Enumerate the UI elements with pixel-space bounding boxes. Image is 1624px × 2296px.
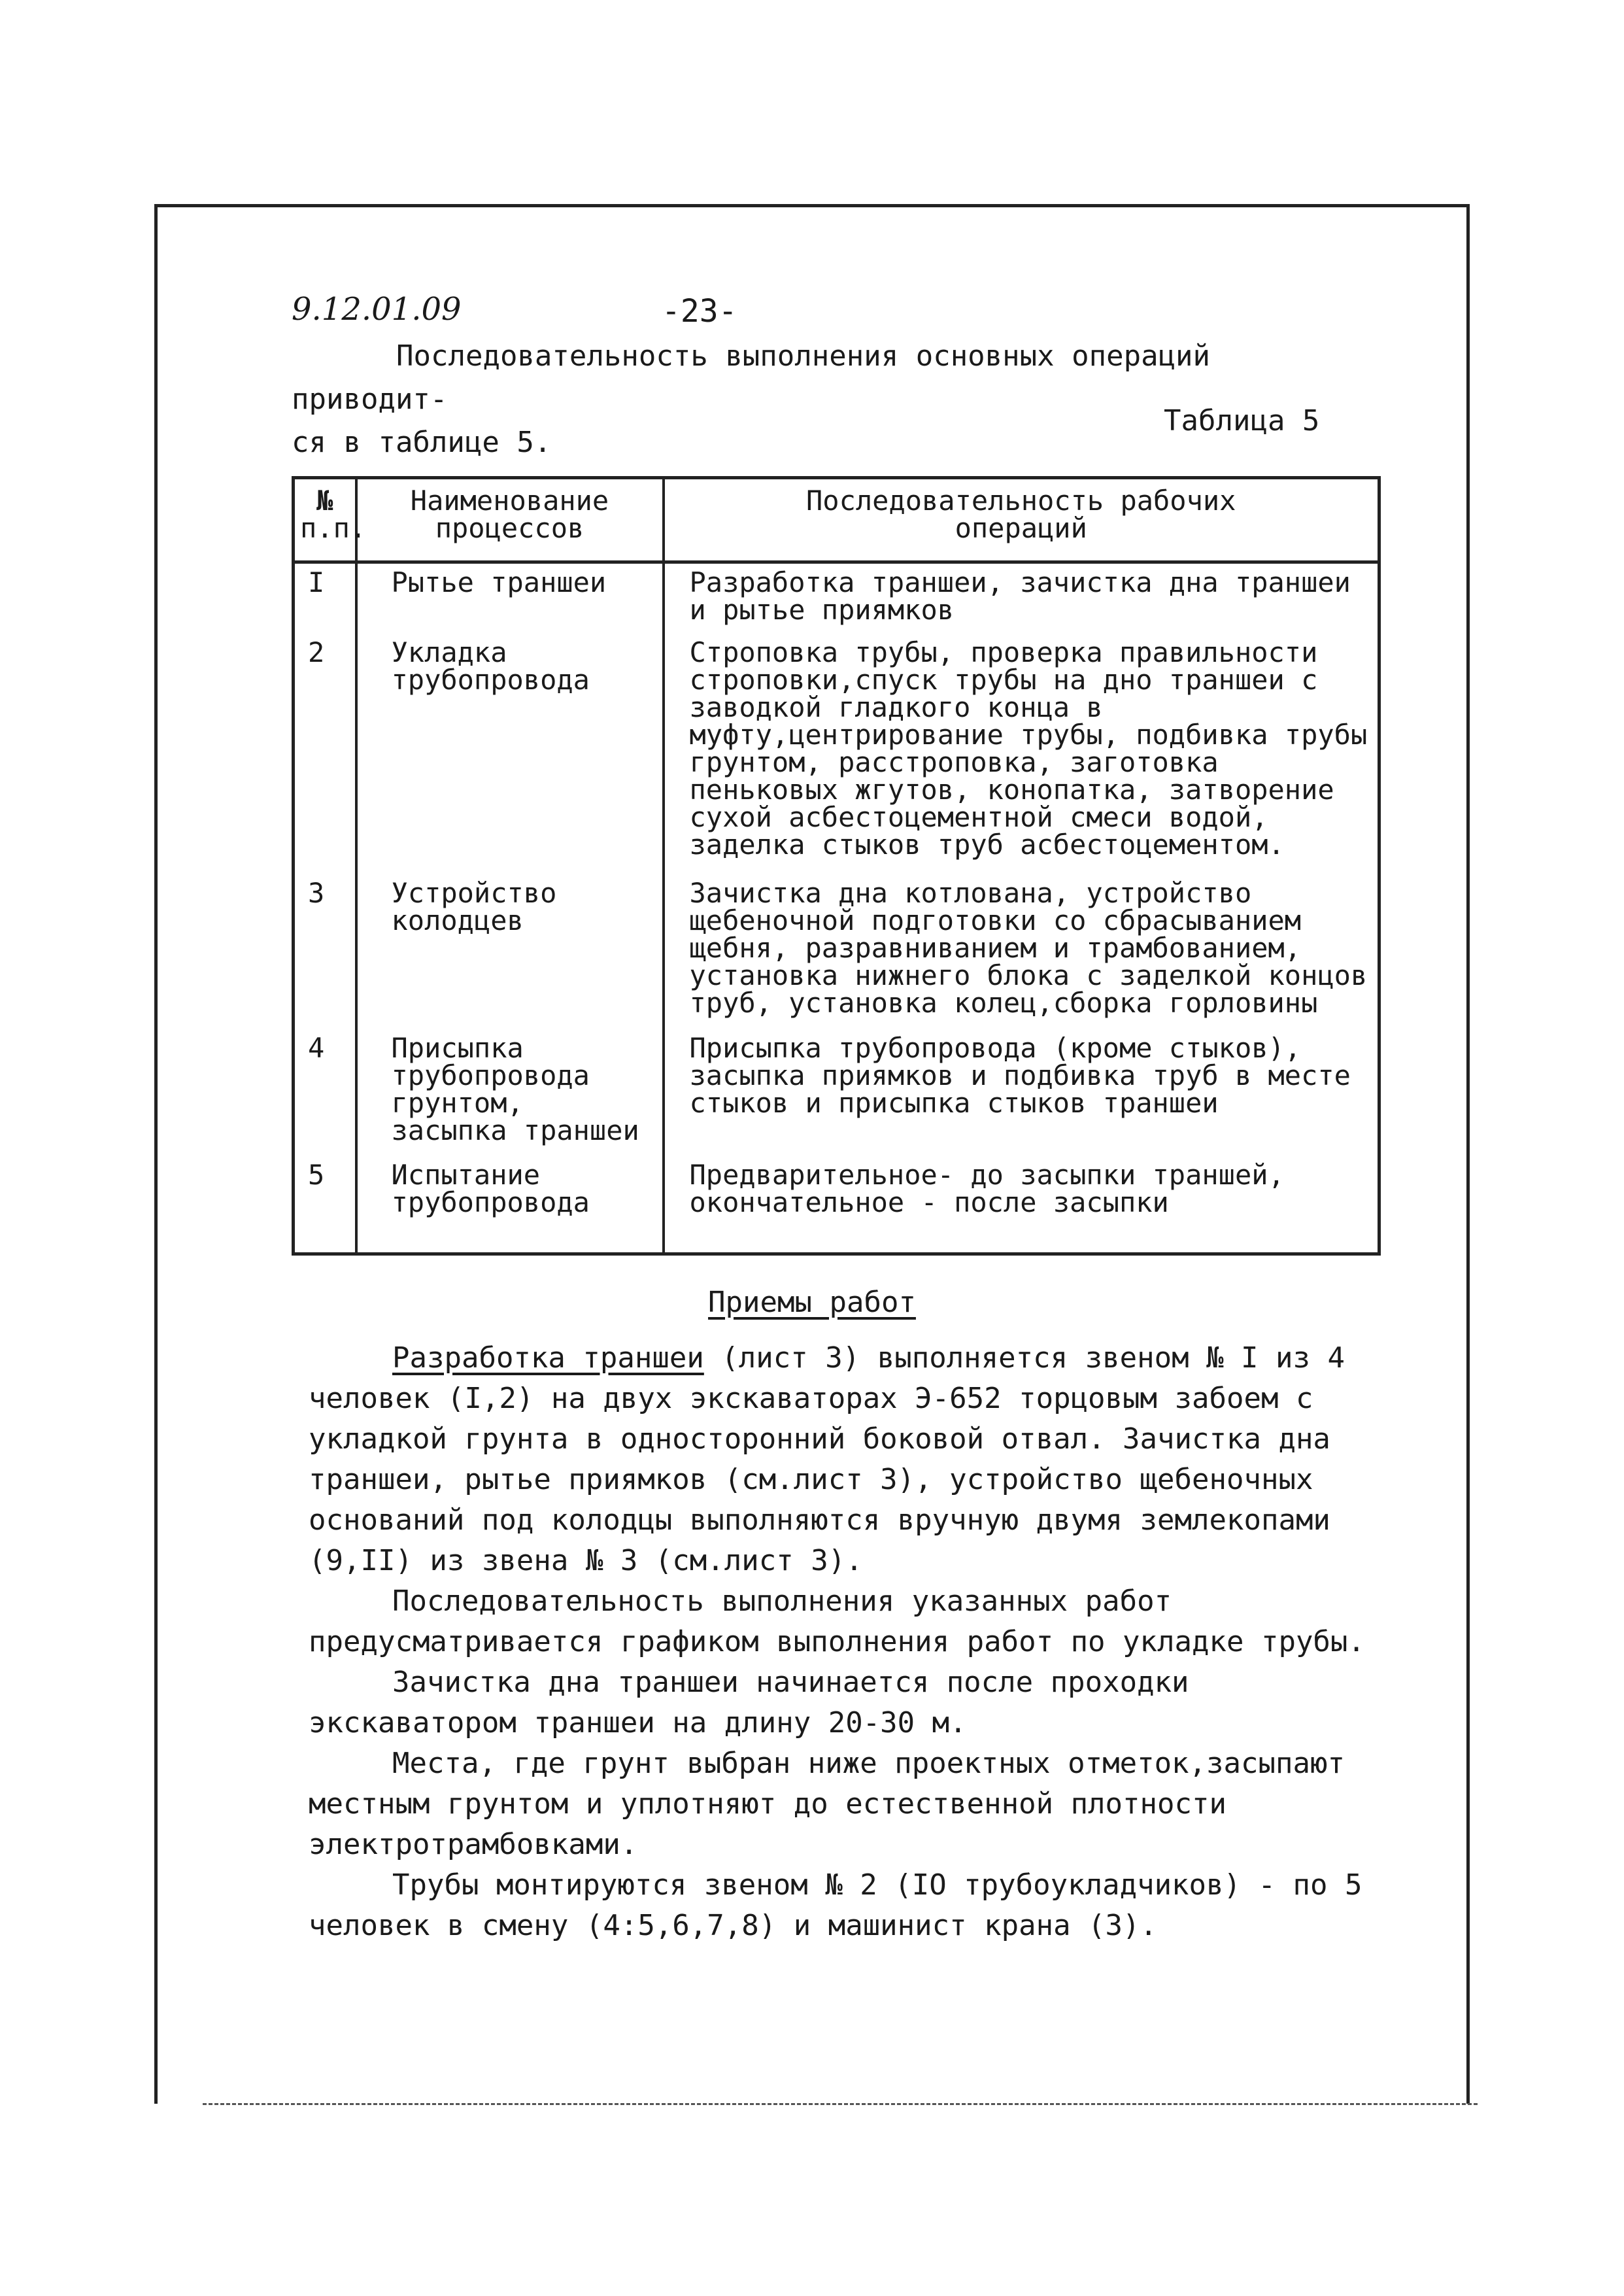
section-title: Приемы работ (708, 1286, 916, 1319)
row-process-name: Присыпка трубопровода грунтом, засыпка траншеи (356, 1029, 664, 1156)
row-operations: Разработка траншеи, зачистка дна траншеи и рытье приямков (689, 566, 1351, 626)
row-process-name: Устройство колодцев (356, 874, 664, 1029)
row-operations: Строповка трубы, проверка правильности строповки,спуск трубы на дно траншеи с заводкой гладкого конца в муфту,центрирование трубы, подбивка трубы грунтом, расстроповка, заготовка пеньковых жгутов, конопатка, затворение сухой асбестоцементной смеси водой, заделка стыков труб асбестоцементом. (689, 636, 1368, 861)
paragraph-4: Места, где грунт выбран ниже проектных отметок,засыпают местным грунтом и уплотняют до естественной плотности электротрамбовками. (309, 1747, 1345, 1861)
row-number: 5 (294, 1156, 356, 1254)
intro-line-2: ся в таблице 5. (292, 426, 552, 459)
bottom-dashed-rule (203, 2103, 1478, 2105)
table-row (294, 1029, 1379, 1156)
table-header-row (294, 478, 1379, 562)
process-table (292, 476, 1381, 1256)
table-row (294, 1156, 1379, 1254)
header-operations-line-1: Последовательность рабочих (806, 485, 1236, 517)
header-number-abbr: п.п. (300, 512, 367, 544)
paragraph-1-text: (лист 3) выполняется звеном № I из 4 человек (I,2) на двух экскаваторах Э-652 торцовым забоем с укладкой грунта в односторонний боковой отвал. Зачистка дна траншеи, рытье приямков (см.лист 3), устройство щебеночных оснований под колодцы выполняются вручную двумя землекопами (9,II) из звена № 3 (см.лист 3). (309, 1341, 1345, 1577)
row-operations: Присыпка трубопровода (кроме стыков), засыпка приямков и подбивка труб в месте стыков и присыпка стыков траншеи (689, 1032, 1351, 1120)
row-number: 4 (294, 1029, 356, 1156)
header-number-sign: № (316, 485, 333, 517)
row-process-name: Рытье траншеи (356, 562, 664, 634)
header-operations-line-2: операций (955, 512, 1087, 544)
header-number (294, 478, 367, 562)
paragraph-1 (309, 1338, 1368, 1581)
intro-paragraph (292, 335, 1377, 464)
page-number: -23- (662, 293, 737, 330)
row-number: 3 (294, 874, 356, 1029)
document-code: 9.12.01.09 (292, 291, 462, 328)
paragraph-2: Последовательность выполнения указанных работ предусматривается графиком выполнения работ по укладке трубы. (309, 1585, 1365, 1658)
header-process-name (356, 478, 664, 562)
header-operations (664, 478, 1379, 562)
paragraph-5: Трубы монтируются звеном № 2 (IO трубоукладчиков) - по 5 человек в смену (4:5,6,7,8) и машинист крана (3). (309, 1868, 1362, 1942)
table-caption: Таблица 5 (1164, 404, 1320, 437)
table-row (294, 562, 1379, 634)
row-process-name: Испытание трубопровода (356, 1156, 664, 1254)
table-row (294, 634, 1379, 874)
row-number: I (294, 562, 356, 634)
row-number: 2 (294, 634, 356, 874)
section-body (309, 1338, 1368, 1946)
paragraph-1-lead: Разработка траншеи (392, 1341, 704, 1375)
header-process-name-line-1: Наименование (410, 485, 609, 517)
row-operations: Зачистка дна котлована, устройство щебеночной подготовки со сбрасыванием щебня, разравниванием и трамбованием, установка нижнего блока с заделкой концов труб, установка колец,сборка горловины (689, 876, 1368, 1019)
row-process-name: Укладка трубопровода (356, 634, 664, 874)
header-process-name-line-2: процессов (435, 512, 584, 544)
paragraph-3: Зачистка дна траншеи начинается после проходки экскаватором траншеи на длину 20-30 м. (309, 1666, 1189, 1739)
row-operations: Предварительное- до засыпки траншей, окончательное - после засыпки (689, 1159, 1285, 1219)
table-row (294, 874, 1379, 1029)
intro-line-1: Последовательность выполнения основных операций приводит- (292, 339, 1211, 416)
